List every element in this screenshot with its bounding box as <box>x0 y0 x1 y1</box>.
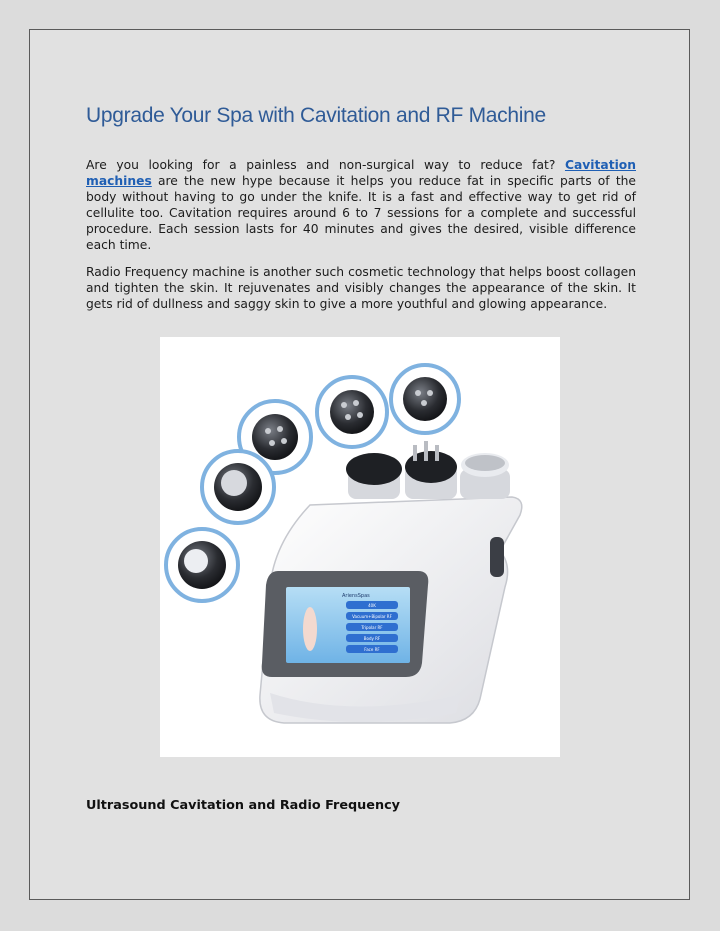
cavitation-rf-machine-illustration <box>160 337 560 757</box>
intro-paragraph <box>86 157 636 253</box>
rf-head-top-right <box>391 365 459 433</box>
product-photo <box>160 337 560 757</box>
document-page <box>29 29 690 900</box>
cavitation-machines-link[interactable]: Cavitation machines <box>86 158 636 188</box>
vacuum-head <box>166 529 238 601</box>
screen-menu-item-4: Body RF <box>363 636 381 641</box>
section-subheading: Ultrasound Cavitation and Radio Frequency <box>86 798 400 813</box>
touch-screen <box>262 571 429 677</box>
page-title: Upgrade Your Spa with Cavitation and RF Machine <box>86 104 546 127</box>
cavitation-head <box>202 451 274 523</box>
intro-text-after-link: are the new hype because it helps you reduce fat in specific parts of the body without having to go under the knife. It is a fast and effective way to get rid of cellulite too. Cavitation requires around 6 to 7 sessions for a complete and successful procedure. Each session lasts for 40 minutes and gives the desired, visible difference each time. <box>86 174 636 252</box>
intro-text-before-link: Are you looking for a painless and non-surgical way to reduce fat? <box>86 158 565 172</box>
screen-menu-item-2: Vacuum+Bipolar RF <box>352 614 392 619</box>
rf-paragraph: Radio Frequency machine is another such cosmetic technology that helps boost collagen and tighten the skin. It rejuvenates and visibly changes the appearance of the skin. It gets rid of dullness and saggy skin to give a more youthful and glowing appearance. <box>86 265 636 311</box>
screen-menu-item-3: Tripolar RF <box>361 625 383 630</box>
handpieces-on-top <box>346 441 510 499</box>
screen-brand-label: AriensSpas <box>342 593 370 599</box>
multipolar-head <box>317 377 387 447</box>
screen-menu-item-5: Face RF <box>364 647 380 652</box>
screen-menu-item-1: 40K <box>368 603 376 608</box>
